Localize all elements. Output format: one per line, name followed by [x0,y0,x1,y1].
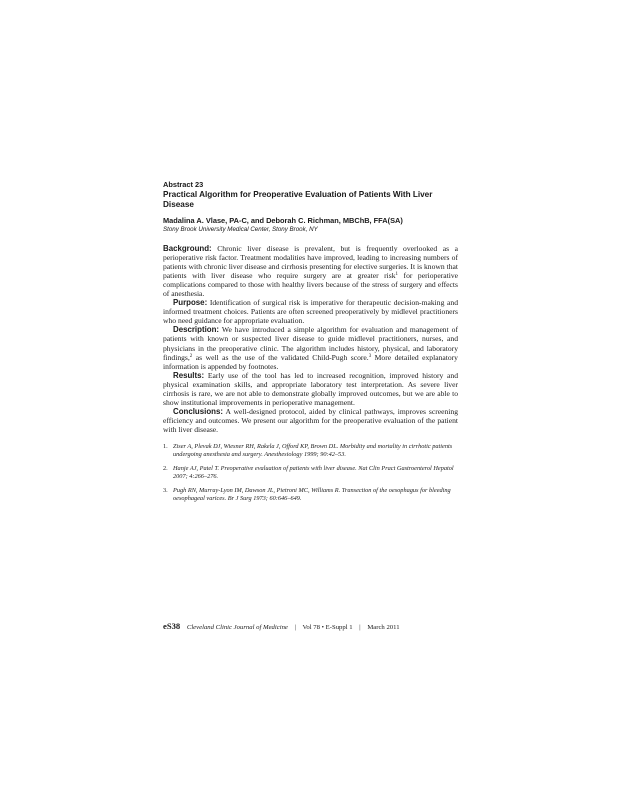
reference-item [163,465,458,481]
background-citation: 1 [395,271,399,277]
description-citation-1: 2 [189,353,193,359]
footer-separator: | [359,624,361,631]
reference-number: 1. [163,443,168,451]
description-text-1: We have introduced a simple algorithm for evaluation and management of patients with known or suspected liver disease to guide midlevel practitioners, nurses, and physicians in the preoperative clinic. The algorithm includes history, physical, and laboratory findings, [163,325,459,362]
journal-name: Cleveland Clinic Journal of Medicine [186,624,288,631]
conclusions-paragraph [163,407,458,434]
page-number: eS38 [163,621,181,631]
volume-info: Vol 78 • E-Suppl 1 [302,624,353,631]
references-list [163,443,458,503]
issue-date: March 2011 [367,624,400,631]
background-text-1: Chronic liver disease is prevalent, but is frequently overlooked as a perioperative risk factor. Treatment modalities have improved, leading to increasing numbers of patients with chronic liver disease and cirrhosis presenting for elective surgeries. It is known that patients with liver disease who require surgery are at greater risk [163,243,458,280]
reference-text: Pugh RN, Murray-Lyon IM, Dawson JL, Pietroni MC, Williams R. Transection of the oesophagus for bleeding oesophageal varices. Br J Surg 1973; 60:646–649. [173,487,451,503]
background-text-2: for perioperative complications compared to those with healthy livers because of the stress of surgery and effects of anesthesia. [163,270,458,298]
reference-item [163,487,458,503]
description-text-3: More detailed explanatory information is appended by footnotes. [163,352,458,371]
conclusions-heading: Conclusions: [173,407,223,417]
page-footer [163,621,463,631]
background-paragraph [163,244,458,299]
abstract-body [163,244,458,435]
abstract-title: Practical Algorithm for Preoperative Evaluation of Patients With Liver Disease [163,190,433,209]
reference-number: 3. [163,487,168,495]
purpose-heading: Purpose: [173,298,208,308]
authors: Madalina A. Vlase, PA-C, and Deborah C. Richman, MBChB, FFA(SA) [163,216,403,225]
purpose-text: Identification of surgical risk is imperative for therapeutic decision-making and informed treatment choices. Patients are often screened preoperatively by midlevel practitioners who need guidance for appropriate evaluation. [163,298,458,326]
conclusions-text: A well-designed protocol, aided by clinical pathways, improves screening efficiency and outcomes. We present our algorithm for the preoperative evaluation of the patient with liver disease. [163,407,458,435]
abstract-label: Abstract 23 [163,180,204,189]
affiliation: Stony Brook University Medical Center, Stony Brook, NY [163,225,318,233]
reference-text: Ziser A, Plevak DJ, Wiesner RH, Rakela J, Offord KP, Brown DL. Morbidity and mortality in cirrhotic patients undergoing anesthesia and surgery. Anesthesiology 1999; 90:42–53. [173,443,453,459]
results-text: Early use of the tool has led to increased recognition, improved history and physical examination skills, and appropriate laboratory test interpretation. As severe liver cirrhosis is rare, we are not able to demonstrate globally improved outcomes, but we are able to show institutional improvements in perioperative management. [163,370,458,408]
footer-separator: | [294,624,296,631]
results-paragraph [163,371,458,407]
abstract-content [163,180,458,509]
reference-text: Hanje AJ, Patel T. Preoperative evaluation of patients with liver disease. Nat Clin Pract Gastroenterol Hepatol 2007; 4:266–276. [173,465,454,481]
description-heading: Description: [173,325,220,335]
results-heading: Results: [173,370,205,380]
purpose-paragraph [163,298,458,325]
description-paragraph [163,325,458,370]
reference-number: 2. [163,465,168,473]
reference-item [163,443,458,459]
description-text-2: as well as the use of the validated Child-Pugh score. [192,352,369,362]
background-heading: Background: [163,243,212,253]
description-citation-2: 3 [368,353,372,359]
